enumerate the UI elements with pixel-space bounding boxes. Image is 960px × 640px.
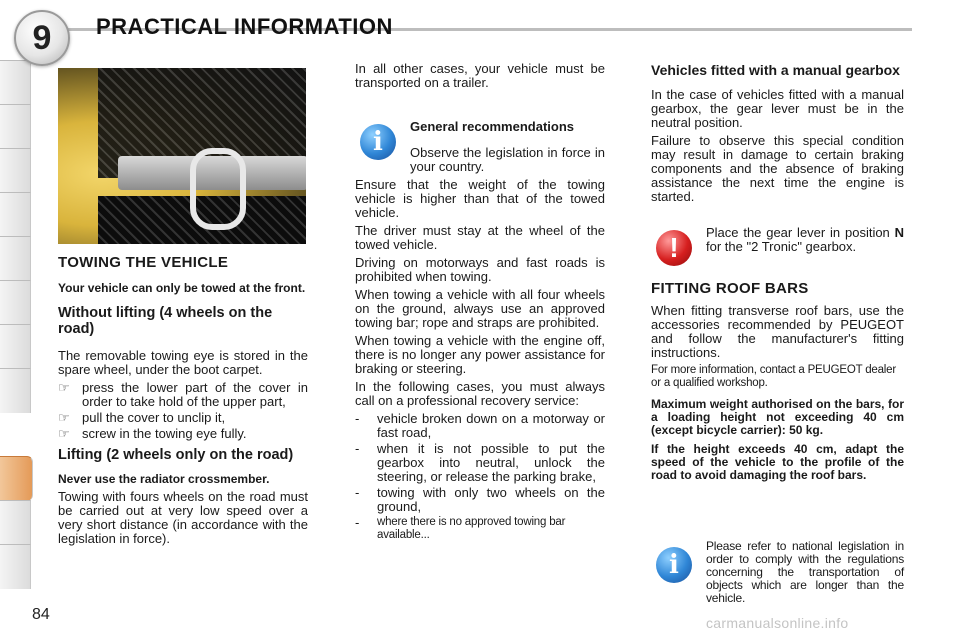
trailer-intro: In all other cases, your vehicle must be transported on a trailer. bbox=[355, 61, 605, 90]
page-number: 84 bbox=[32, 606, 50, 623]
right-column bbox=[651, 62, 904, 208]
towing-eye-photo bbox=[58, 68, 306, 244]
info-icon: i bbox=[656, 547, 692, 583]
front-note: Your vehicle can only be towed at the front. bbox=[58, 281, 306, 295]
middle-column-body bbox=[355, 178, 605, 544]
chapter-tab-strip bbox=[0, 60, 30, 580]
lifting-warning-note: Never use the radiator crossmember. bbox=[58, 472, 270, 486]
paragraph: When towing a vehicle with the engine off, there is no longer any power assistance for braking or steering. bbox=[355, 333, 605, 376]
pointing-hand-icon: ☞ bbox=[58, 380, 70, 395]
paragraph: In the following cases, you must always call on a professional recovery service: bbox=[355, 379, 605, 408]
chapter-tab[interactable] bbox=[0, 500, 31, 545]
roof-bars-section bbox=[651, 282, 904, 486]
chapter-tab[interactable] bbox=[0, 368, 31, 413]
towing-eye-graphic bbox=[190, 148, 246, 230]
section-heading-towing: TOWING THE VEHICLE bbox=[58, 254, 229, 271]
info-icon: i bbox=[360, 124, 396, 160]
watermark: carmanualsonline.info bbox=[706, 615, 849, 631]
chapter-number-badge: 9 bbox=[14, 10, 70, 66]
general-recommendations-text: Observe the legislation in force in your country. bbox=[410, 145, 605, 174]
heading-lifting: Lifting (2 wheels only on the road) bbox=[58, 447, 294, 463]
list-item: - where there is no approved towing bar available... bbox=[355, 515, 566, 541]
paragraph: When towing a vehicle with all four wheels on the ground, always use an approved towing bar; rope and straps are prohibited. bbox=[355, 287, 605, 330]
chapter-tab[interactable] bbox=[0, 104, 31, 149]
list-item: - vehicle broken down on a motorway or fast road, bbox=[355, 411, 605, 440]
manual-gearbox-heading: Vehicles fitted with a manual gearbox bbox=[651, 62, 900, 78]
height-note: If the height exceeds 40 cm, adapt the speed of the vehicle to the profile of the road to avoid damaging the roof bars. bbox=[651, 442, 904, 482]
gear-lever-warning-text: Place the gear lever in position N for the "2 Tronic" gearbox. bbox=[706, 225, 904, 254]
chapter-tab[interactable] bbox=[0, 192, 31, 237]
list-item: ☞ pull the cover to unclip it, bbox=[58, 410, 226, 425]
chapter-tab[interactable] bbox=[0, 148, 31, 193]
chapter-tab[interactable] bbox=[0, 324, 31, 369]
middle-column bbox=[355, 62, 605, 94]
paragraph: Ensure that the weight of the towing vehicle is higher than that of the towed vehicle. bbox=[355, 177, 605, 220]
legislation-info bbox=[706, 540, 904, 609]
paragraph: Driving on motorways and fast roads is prohibited when towing. bbox=[355, 255, 605, 284]
general-recommendations-box bbox=[410, 120, 605, 178]
chapter-tab-active[interactable] bbox=[0, 456, 33, 501]
manual-gearbox-warning-text: Failure to observe this special condition may result in damage to certain braking components and the absence of braking assistance the next time the engine is started. bbox=[651, 133, 904, 204]
page-title: PRACTICAL INFORMATION bbox=[96, 14, 393, 39]
list-item: - towing with only two wheels on the ground, bbox=[355, 485, 605, 514]
list-item: - when it is not possible to put the gearbox into neutral, unlock the steering, or release the parking brake, bbox=[355, 441, 605, 484]
chapter-tab[interactable] bbox=[0, 280, 31, 325]
warning-icon: ! bbox=[656, 230, 692, 266]
without-lifting-text: The removable towing eye is stored in the spare wheel, under the boot carpet. bbox=[58, 348, 308, 377]
left-column bbox=[58, 256, 308, 550]
max-weight-note: Maximum weight authorised on the bars, for a loading height not exceeding 40 cm (except bicycle carrier): 50 kg. bbox=[651, 397, 904, 437]
chapter-tab[interactable] bbox=[0, 544, 31, 589]
pointing-hand-icon: ☞ bbox=[58, 410, 70, 425]
gear-lever-warning bbox=[706, 226, 904, 258]
list-item: ☞ press the lower part of the cover in order to take hold of the upper part, bbox=[58, 380, 308, 409]
general-recommendations-heading: General recommendations bbox=[410, 119, 574, 134]
paragraph: The driver must stay at the wheel of the towed vehicle. bbox=[355, 223, 605, 252]
list-item: ☞ screw in the towing eye fully. bbox=[58, 426, 247, 441]
manual-gearbox-text: In the case of vehicles fitted with a manual gearbox, the gear lever must be in the neutral position. bbox=[651, 87, 904, 130]
pointing-hand-icon: ☞ bbox=[58, 426, 70, 441]
roof-bars-heading: FITTING ROOF BARS bbox=[651, 280, 809, 297]
legislation-info-text: Please refer to national legislation in order to comply with the regulations concerning the transportation of objects which are longer than the vehicle. bbox=[706, 539, 904, 605]
roof-bars-small-note: For more information, contact a PEUGEOT dealer or a qualified workshop. bbox=[651, 364, 896, 389]
heading-without-lifting: Without lifting (4 wheels on the road) bbox=[58, 305, 273, 337]
chapter-tab[interactable] bbox=[0, 236, 31, 281]
lifting-text: Towing with fours wheels on the road must be carried out at very low speed over a very short distance (in accordance with the legislation in force). bbox=[58, 489, 308, 546]
chapter-tab[interactable] bbox=[0, 60, 31, 105]
roof-bars-text: When fitting transverse roof bars, use the accessories recommended by PEUGEOT and follow the manufacturer's fitting instructions. bbox=[651, 303, 904, 360]
